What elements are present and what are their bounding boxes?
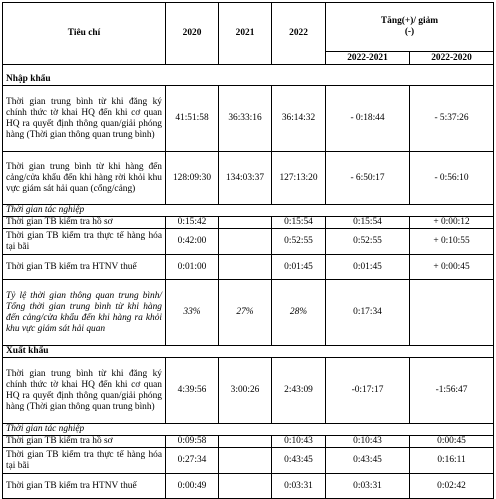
subsection-row [3,205,494,217]
subsection-title: Thời gian tác nghiệp [3,424,494,436]
cell-diff-2022-2020 [410,280,494,346]
customs-time-table [2,2,494,499]
cell-2020: 4:39:56 [166,358,219,424]
table-row [3,474,494,499]
cell-2020: 0:15:42 [166,217,219,229]
cell-diff-2022-2020: 0:16:11 [410,448,494,474]
row-label: Thời gian TB kiểm tra HTNV thuế [3,474,166,499]
cell-2022: 0:03:31 [272,474,326,499]
cell-diff-2022-2021: - 6:50:17 [326,152,410,205]
cell-2021 [219,255,272,280]
cell-diff-2022-2021: 0:43:45 [326,448,410,474]
row-label: Thời gian trung bình từ khi hàng đến cảng/cửa khẩu đến khi hàng rời khỏi khu vực giám sát hải quan (cổng/cảng) [3,152,166,205]
table-row [3,255,494,280]
row-label: Thời gian TB kiểm tra HTNV thuế [3,255,166,280]
table-row [3,358,494,424]
cell-2020: 33% [166,280,219,346]
section-title: Nhập khẩu [3,65,494,86]
cell-diff-2022-2020: + 0:00:45 [410,255,494,280]
cell-diff-2022-2020: - 0:56:10 [410,152,494,205]
cell-diff-2022-2020: - 5:37:26 [410,86,494,152]
cell-diff-2022-2021: 0:03:31 [326,474,410,499]
table-row [3,217,494,229]
section-export [3,346,494,358]
row-label: Thời gian trung bình từ khi đăng ký chính thức tờ khai HQ đến khi cơ quan HQ ra quyết định thông quan/giải phóng hàng (Thời gian thông quan trung bình) [3,86,166,152]
cell-2022: 0:10:43 [272,436,326,448]
cell-diff-2022-2020: 0:02:42 [410,474,494,499]
header-2022: 2022 [272,3,326,65]
cell-2020: 128:09:30 [166,152,219,205]
header-2020: 2020 [166,3,219,65]
cell-2022: 28% [272,280,326,346]
header-2021: 2021 [219,3,272,65]
cell-diff-2022-2021: 0:17:34 [326,280,410,346]
cell-2021 [219,229,272,255]
section-title: Xuất khẩu [3,346,494,358]
table-row [3,436,494,448]
subsection-title: Thời gian tác nghiệp [3,205,494,217]
cell-2021: 3:00:26 [219,358,272,424]
table-row [3,280,494,346]
cell-2020: 0:00:49 [166,474,219,499]
cell-diff-2022-2021: -0:17:17 [326,358,410,424]
section-import [3,65,494,86]
cell-2020: 41:51:58 [166,86,219,152]
row-label: Thời gian TB kiểm tra hồ sơ [3,436,166,448]
cell-2020: 0:42:00 [166,229,219,255]
row-label: Thời gian TB kiểm tra hồ sơ [3,217,166,229]
row-label: Tỷ lệ thời gian thông quan trung bình/ Tổng thời gian trung bình từ khi hàng đến cảng/cửa khẩu đến khi hàng ra khỏi khu vực giám sát hải quan [3,280,166,346]
cell-2022: 2:43:09 [272,358,326,424]
cell-diff-2022-2021: 0:52:55 [326,229,410,255]
cell-2021 [219,448,272,474]
table-row [3,86,494,152]
cell-2021 [219,474,272,499]
cell-2022: 0:52:55 [272,229,326,255]
cell-2020: 0:01:00 [166,255,219,280]
header-diff-2022-2021: 2022-2021 [326,52,410,65]
table-row [3,229,494,255]
cell-2021 [219,436,272,448]
cell-2022: 127:13:20 [272,152,326,205]
cell-diff-2022-2020: + 0:10:55 [410,229,494,255]
cell-diff-2022-2021: 0:01:45 [326,255,410,280]
cell-2020: 0:09:58 [166,436,219,448]
cell-2021: 27% [219,280,272,346]
cell-2022: 0:43:45 [272,448,326,474]
row-label: Thời gian TB kiểm tra thực tế hàng hóa tại bãi [3,448,166,474]
header-criteria: Tiêu chí [3,3,166,65]
header-row [3,3,494,52]
cell-2022: 36:14:32 [272,86,326,152]
row-label: Thời gian TB kiểm tra thực tế hàng hóa tại bãi [3,229,166,255]
cell-2020: 0:27:34 [166,448,219,474]
table-row [3,448,494,474]
cell-diff-2022-2020: 0:00:45 [410,436,494,448]
cell-diff-2022-2021: 0:15:54 [326,217,410,229]
cell-2021: 36:33:16 [219,86,272,152]
cell-2022: 0:01:45 [272,255,326,280]
cell-2022: 0:15:54 [272,217,326,229]
cell-diff-2022-2021: - 0:18:44 [326,86,410,152]
cell-diff-2022-2020: + 0:00:12 [410,217,494,229]
header-diff-2022-2020: 2022-2020 [410,52,494,65]
header-change: Tăng(+)/ giảm (-) [326,3,494,52]
cell-diff-2022-2020: -1:56:47 [410,358,494,424]
cell-2021: 134:03:37 [219,152,272,205]
table-row [3,152,494,205]
cell-2021 [219,217,272,229]
cell-diff-2022-2021: 0:10:43 [326,436,410,448]
subsection-row [3,424,494,436]
row-label: Thời gian trung bình từ khi đăng ký chính thức tờ khai HQ đến khi cơ quan HQ ra quyết định thông quan/giải phóng hàng (Thời gian thông quan trung bình) [3,358,166,424]
